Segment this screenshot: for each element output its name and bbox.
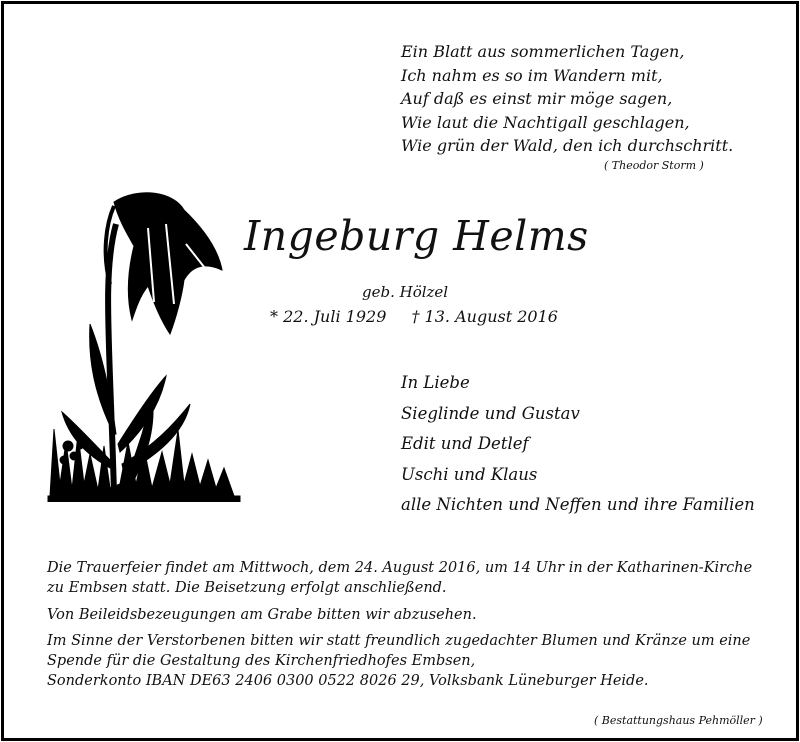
mourner-line: Sieglinde und Gustav — [401, 403, 580, 423]
mourner-line: alle Nichten und Neffen und ihre Familien — [401, 495, 755, 514]
mourner-line: Edit und Detlef — [401, 434, 529, 453]
death-date: † 13. August 2016 — [411, 307, 558, 326]
birth-name: geb. Hölzel — [362, 283, 449, 301]
donation-line: Spende für die Gestaltung des Kirchenfriedhofes Embsen, — [47, 653, 476, 670]
poem-line: Wie grün der Wald, den ich durchschritt. — [401, 136, 734, 155]
poem — [401, 40, 733, 158]
deceased-name: Ingeburg Helms — [244, 212, 589, 260]
life-dates — [270, 307, 558, 326]
condolence-notice — [47, 606, 787, 626]
poem-line: Auf daß es einst mir möge sagen, — [401, 89, 673, 108]
mourners-list — [401, 368, 755, 521]
poem-author: ( Theodor Storm ) — [604, 159, 704, 172]
donation-notice — [47, 632, 787, 691]
funeral-notices — [47, 559, 787, 699]
donation-line: Sonderkonto IBAN DE63 2406 0300 0522 8026 29, Volksbank Lüneburger Heide. — [47, 672, 649, 689]
donation-line: Im Sinne der Verstorbenen bitten wir statt freundlich zugedachter Blumen und Kränze um eine — [47, 633, 751, 650]
condolence-line: Von Beileidsbezeugungen am Grabe bitten wir abzusehen. — [47, 606, 477, 623]
funeral-line: Die Trauerfeier findet am Mittwoch, dem 24. August 2016, um 14 Uhr in der Katharinen-Kirche — [47, 560, 753, 576]
mourner-line: In Liebe — [401, 373, 470, 392]
funeral-line: zu Embsen statt. Die Beisetzung erfolgt anschließend. — [47, 579, 447, 596]
mourner-line: Uschi und Klaus — [401, 464, 538, 484]
undertaker-credit: ( Bestattungshaus Pehmöller ) — [594, 714, 763, 727]
poem-line: Wie laut die Nachtigall geschlagen, — [401, 112, 690, 132]
funeral-notice — [47, 559, 787, 599]
flower-silhouette-icon — [44, 184, 244, 502]
poem-line: Ein Blatt aus sommerlichen Tagen, — [401, 42, 685, 61]
poem-line: Ich nahm es so im Wandern mit, — [401, 65, 663, 85]
birth-date: * 22. Juli 1929 — [270, 307, 387, 326]
obituary-card — [1, 1, 799, 741]
